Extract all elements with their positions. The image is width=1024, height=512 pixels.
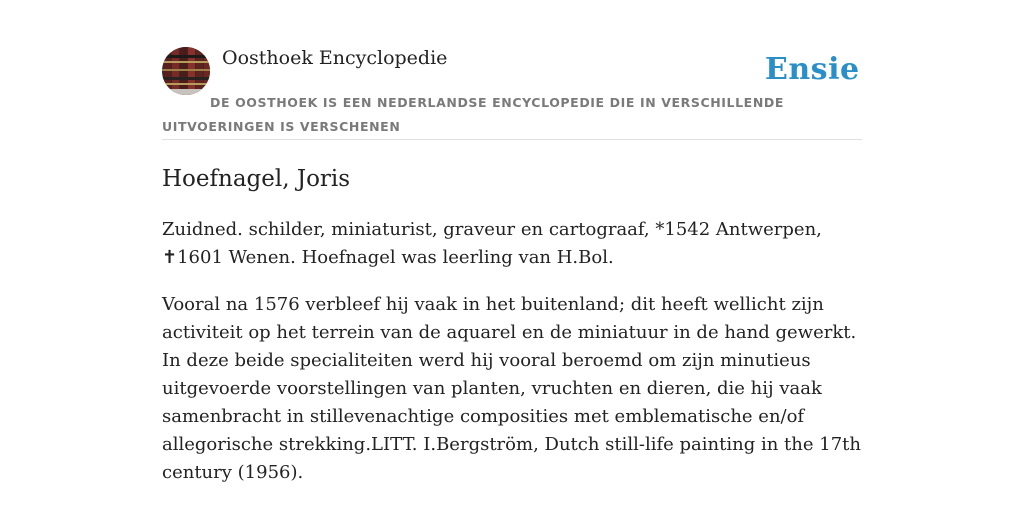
header-divider [162, 139, 862, 140]
site-title[interactable]: Oosthoek Encyclopedie [222, 47, 448, 69]
book-spines-icon [162, 47, 210, 95]
brand-logo[interactable]: Ensie [765, 52, 860, 87]
encyclopedia-avatar[interactable] [162, 47, 210, 95]
entry-title: Hoefnagel, Joris [162, 166, 351, 192]
site-tagline: DE OOSTHOEK IS EEN NEDERLANDSE ENCYCLOPEDIE DIE IN VERSCHILLENDE UITVOERINGEN IS VERSCHENEN [162, 95, 784, 134]
entry-paragraph: Zuidned. schilder, miniaturist, graveur en cartograaf, *1542 Antwerpen, ✝1601 Wenen. Hoefnagel was leerling van H.Bol. [162, 219, 822, 268]
entry-paragraph: Vooral na 1576 verbleef hij vaak in het buitenland; dit heeft wellicht zijn activiteit op het terrein van de aquarel en de miniatuur in de hand gewerkt. In deze beide specialiteiten werd hij vooral beroemd om zijn minutieus uitgevoerde voorstellingen van planten, vruchten en dieren, die hij vaak samenbracht in stillevenachtige composities met emblematische en/of allegorische strekking.LITT. I.Bergström, Dutch still-life painting in the 17th century (1956). [162, 294, 861, 483]
